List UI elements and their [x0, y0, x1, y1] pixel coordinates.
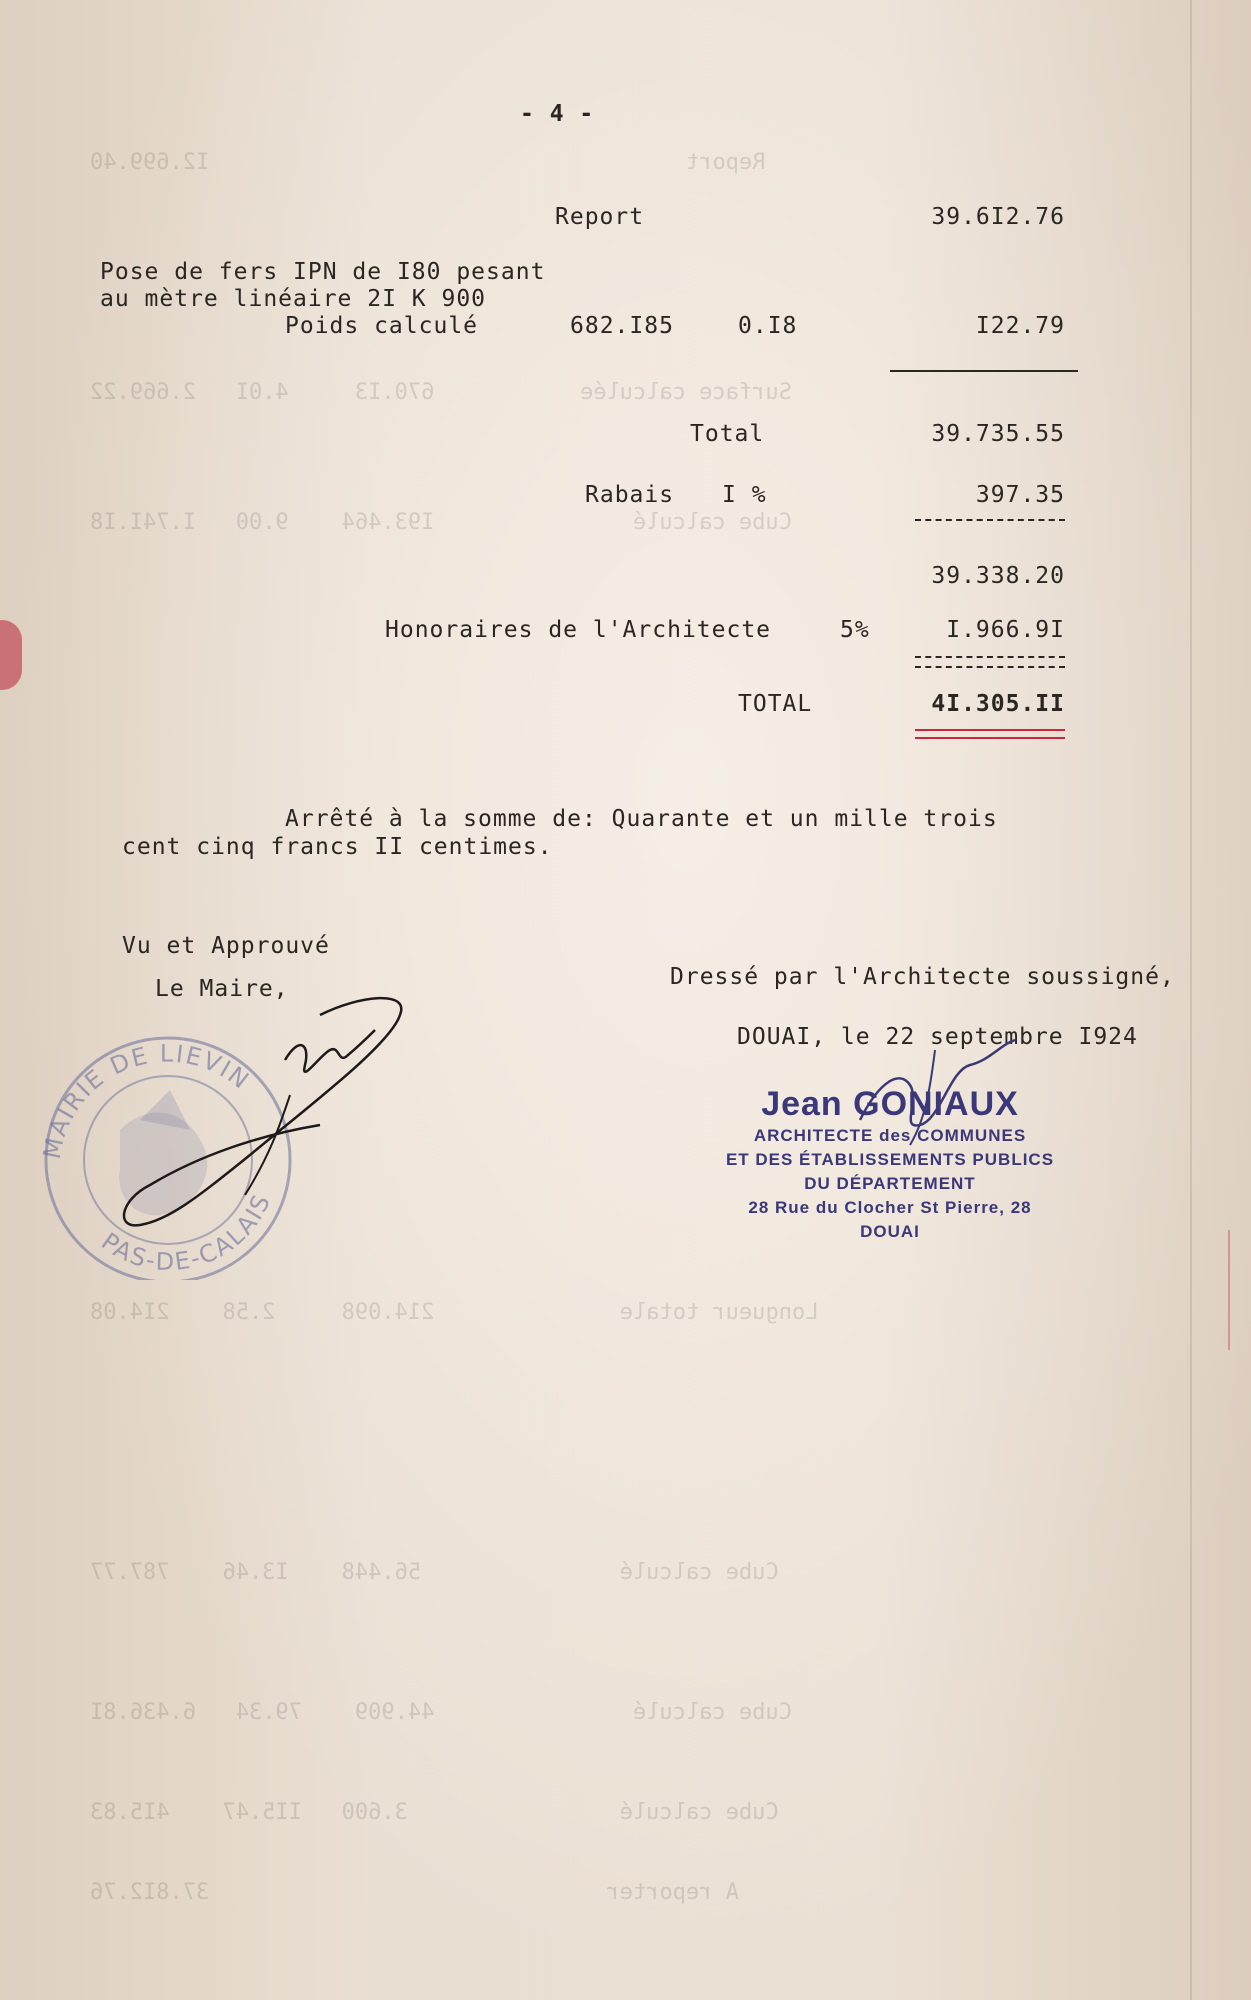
- underline: [915, 666, 1065, 668]
- item-amount: I22.79: [975, 313, 1065, 339]
- subtotal-amount: 39.338.20: [931, 563, 1065, 589]
- amount-words-line-1: Arrêté à la somme de: Quarante et un mille trois: [285, 806, 998, 832]
- bleed-through: Cube calculé 3.600 II5.47 4I5.83: [90, 1800, 779, 1825]
- mayor-signature-icon: [110, 985, 450, 1235]
- red-underline: [915, 737, 1065, 739]
- grand-total-amount: 4I.305.II: [931, 691, 1065, 717]
- bleed-through: Cube calculé 44.909 79.34 6.436.8I: [90, 1700, 792, 1725]
- mayor-label: Le Maire,: [155, 976, 289, 1002]
- bleed-through: Longueur totale 214.098 2.58 2I4.08: [90, 1300, 819, 1325]
- honoraires-amount: I.966.9I: [946, 617, 1065, 643]
- bleed-through: Cube calculé 56.448 I3.46 787.77: [90, 1560, 779, 1585]
- architect-stamp: [660, 1085, 1120, 1244]
- architect-address: 28 Rue du Clocher St Pierre, 28: [748, 1198, 1032, 1217]
- item-quantity: 682.I85: [570, 313, 674, 339]
- architect-city: DOUAI: [860, 1222, 920, 1241]
- item-description-line-2: au mètre linéaire 2I K 900: [100, 286, 487, 312]
- bleed-through: A reporter 37.8I2.76: [90, 1880, 740, 1905]
- item-unit-price: 0.I8: [738, 313, 798, 339]
- item-weight-label: Poids calculé: [285, 313, 479, 339]
- page-number: - 4 -: [520, 101, 595, 127]
- architect-institutions: ET DES ÉTABLISSEMENTS PUBLICS: [725, 1150, 1055, 1169]
- total-label: Total: [690, 421, 765, 447]
- architect-title: ARCHITECTE des COMMUNES: [753, 1126, 1027, 1145]
- drafted-by-label: Dressé par l'Architecte soussigné,: [670, 964, 1175, 990]
- total-amount: 39.735.55: [931, 421, 1065, 447]
- honoraires-label: Honoraires de l'Architecte: [385, 617, 772, 643]
- amount-words-line-2: cent cinq francs II centimes.: [122, 834, 553, 860]
- rabais-rate: I %: [722, 482, 767, 508]
- underline: [915, 656, 1065, 658]
- underline: [915, 519, 1065, 521]
- red-tab: [0, 620, 22, 690]
- architect-name: Jean GONIAUX: [761, 1085, 1019, 1123]
- place-date: DOUAI, le 22 septembre I924: [737, 1024, 1138, 1050]
- margin-mark: [1228, 1230, 1230, 1350]
- rabais-label: Rabais: [585, 482, 675, 508]
- stamp-text-bottom: PAS-DE-CALAIS: [96, 1189, 277, 1277]
- red-underline: [915, 729, 1065, 731]
- stamp-text-top: MAIRIE DE LIEVIN: [37, 1039, 256, 1162]
- honoraires-rate: 5%: [840, 617, 870, 643]
- report-amount: 39.6I2.76: [931, 204, 1065, 230]
- page-fold: [1190, 0, 1192, 2000]
- item-description-line-1: Pose de fers IPN de I80 pesant: [100, 259, 546, 285]
- architect-department: DU DÉPARTEMENT: [804, 1174, 976, 1193]
- bleed-through: Surface calculée 670.I3 4.0I 2.669.22: [90, 380, 792, 405]
- approval-label: Vu et Approuvé: [122, 933, 330, 959]
- rabais-amount: 397.35: [975, 482, 1065, 508]
- bleed-through: Report I2.699.40: [90, 150, 766, 175]
- grand-total-label: TOTAL: [738, 691, 813, 717]
- report-label: Report: [555, 204, 645, 230]
- bleed-through: Cube calculé I93.464 9.00 I.74I.I8: [90, 510, 792, 535]
- underline: [890, 370, 1078, 372]
